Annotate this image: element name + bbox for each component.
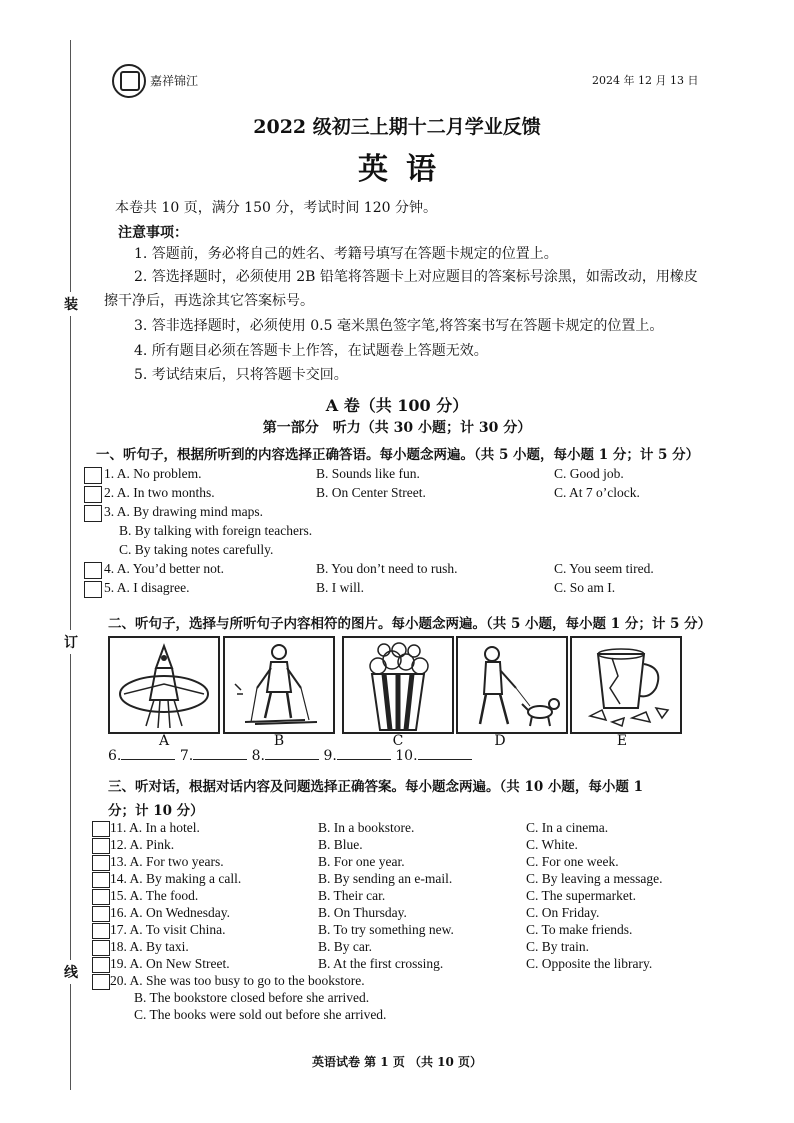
note-5: 5. 考试结束后，只将答题卡交回。 [134,367,348,383]
school-name: 嘉祥锦江 [150,74,199,88]
picture-d [456,636,568,734]
q19-option-b: B. At the first crossing. [318,956,444,971]
blank-label-10: 10. [395,748,418,764]
q2-option-b: B. On Center Street. [316,485,426,500]
kite-icon [110,638,218,732]
q17-option-b: B. To try something new. [318,922,454,937]
q13-option-b: B. For one year. [318,854,405,869]
answer-box-20[interactable] [92,974,110,990]
q15-option-a: 15. A. The food. [110,888,199,903]
section3-title-line1: 三、听对话，根据对话内容及问题选择正确答案。每小题念两遍。（共 10 小题，每小题 1 [108,779,644,795]
q18-option-c: C. By train. [526,939,589,954]
answer-blank-6[interactable] [121,759,175,760]
q4-option-a: 4. A. You’d better not. [104,561,225,576]
note-3: 3. 答非选择题时，必须使用 0.5 毫米黑色签字笔,将答案书写在答题卡规定的位置上。 [134,318,664,334]
section1-title: 一、听句子，根据所听到的内容选择正确答语。每小题念两遍。（共 5 小题，每小题 1 分；计 5 分） [96,447,700,463]
answer-box-18[interactable] [92,940,110,956]
q4-option-b: B. You don’t need to rush. [316,561,458,576]
q17-option-a: 17. A. To visit China. [110,922,226,937]
answer-box-1[interactable] [84,467,102,484]
exam-title: 2022 级初三上期十二月学业反馈 [253,116,541,138]
q1-option-b: B. Sounds like fun. [316,466,420,481]
q20-option-a: 20. A. She was too busy to go to the bookstore. [110,973,365,988]
q19-option-a: 19. A. On New Street. [110,956,230,971]
note-1: 1. 答题前，务必将自己的姓名、考籍号填写在答题卡规定的位置上。 [134,246,558,262]
picture-label-a: A [158,733,170,749]
blank-label-6: 6. [108,748,122,764]
section3-title-line2: 分；计 10 分） [108,803,204,819]
q17-option-c: C. To make friends. [526,922,633,937]
notes-title: 注意事项： [118,225,188,241]
q14-option-a: 14. A. By making a call. [110,871,242,886]
q3-option-a: 3. A. By drawing mind maps. [104,504,263,519]
section2-title: 二、听句子，选择与所听句子内容相符的图片。每小题念两遍。（共 5 小题，每小题 1 分；计 5 分） [108,616,712,632]
answer-box-17[interactable] [92,923,110,939]
answer-box-16[interactable] [92,906,110,922]
exam-intro: 本卷共 10 页，满分 150 分，考试时间 120 分钟。 [115,200,437,216]
q5-option-a: 5. A. I disagree. [104,580,190,595]
popcorn-icon [344,638,452,732]
q16-option-c: C. On Friday. [526,905,600,920]
answer-box-2[interactable] [84,486,102,503]
picture-answer-blanks [108,748,472,764]
q15-option-c: C. The supermarket. [526,888,636,903]
picture-label-d: D [494,733,506,749]
q18-option-a: 18. A. By taxi. [110,939,189,954]
q13-option-a: 13. A. For two years. [110,854,224,869]
q12-option-c: C. White. [526,837,578,852]
picture-a [108,636,220,734]
page-footer: 英语试卷 第 1 页 （共 10 页） [311,1055,483,1069]
q3-option-c: C. By taking notes carefully. [119,542,274,557]
broken-cup-icon [572,638,680,732]
skier-icon [225,638,333,732]
q15-option-b: B. Their car. [318,888,386,903]
answer-box-4[interactable] [84,562,102,579]
blank-label-9: 9. [323,748,337,764]
answer-blank-7[interactable] [193,759,247,760]
answer-box-12[interactable] [92,838,110,854]
blank-label-8: 8. [251,748,265,764]
q11-option-b: B. In a bookstore. [318,820,415,835]
picture-label-b: B [273,733,285,749]
binding-mark-ding: 订 [64,630,78,654]
blank-label-7: 7. [179,748,194,764]
q11-option-c: C. In a cinema. [526,820,609,835]
q18-option-b: B. By car. [318,939,372,954]
q16-option-b: B. On Thursday. [318,905,407,920]
picture-label-e: E [616,733,628,749]
q4-option-c: C. You seem tired. [554,561,654,576]
dog-walker-icon [458,638,566,732]
q20-option-b: B. The bookstore closed before she arrived. [134,990,370,1005]
q12-option-a: 12. A. Pink. [110,837,175,852]
answer-box-11[interactable] [92,821,110,837]
answer-box-5[interactable] [84,581,102,598]
school-crest-icon [120,71,140,91]
q14-option-b: B. By sending an e-mail. [318,871,453,886]
note-2-cont: 擦干净后，再选涂其它答案标号。 [104,293,314,309]
binding-mark-zhuang: 装 [64,292,78,316]
picture-label-c: C [392,733,404,749]
note-4: 4. 所有题目必须在答题卡上作答，在试题卷上答题无效。 [134,343,488,359]
answer-blank-10[interactable] [418,759,472,760]
q2-option-c: C. At 7 o’clock. [554,485,640,500]
q11-option-a: 11. A. In a hotel. [110,820,200,835]
exam-date: 2024 年 12 月 13 日 [592,74,699,87]
binding-line [70,40,71,1090]
part-a-title: A 卷（共 100 分） [325,396,469,415]
picture-b [223,636,335,734]
exam-subject: 英语 [358,152,454,187]
q1-option-a: 1. A. No problem. [104,466,202,481]
q19-option-c: C. Opposite the library. [526,956,653,971]
q16-option-a: 16. A. On Wednesday. [110,905,231,920]
answer-blank-9[interactable] [337,759,391,760]
binding-mark-xian: 线 [64,960,78,984]
q5-option-b: B. I will. [316,580,365,595]
answer-blank-8[interactable] [265,759,319,760]
q13-option-c: C. For one week. [526,854,619,869]
answer-box-19[interactable] [92,957,110,973]
answer-box-14[interactable] [92,872,110,888]
q14-option-c: C. By leaving a message. [526,871,663,886]
answer-box-15[interactable] [92,889,110,905]
q12-option-b: B. Blue. [318,837,363,852]
answer-box-13[interactable] [92,855,110,871]
q3-option-b: B. By talking with foreign teachers. [119,523,313,538]
q2-option-a: 2. A. In two months. [104,485,215,500]
note-2: 2. 答选择题时，必须使用 2B 铅笔将答题卡上对应题目的答案标号涂黑，如需改动，用橡皮 [134,269,698,285]
part-one-title: 第一部分 听力（共 30 小题；计 30 分） [262,420,532,436]
q1-option-c: C. Good job. [554,466,624,481]
q20-option-c: C. The books were sold out before she arrived. [134,1007,387,1022]
answer-box-3[interactable] [84,505,102,522]
q5-option-c: C. So am I. [554,580,616,595]
picture-c [342,636,454,734]
picture-e [570,636,682,734]
